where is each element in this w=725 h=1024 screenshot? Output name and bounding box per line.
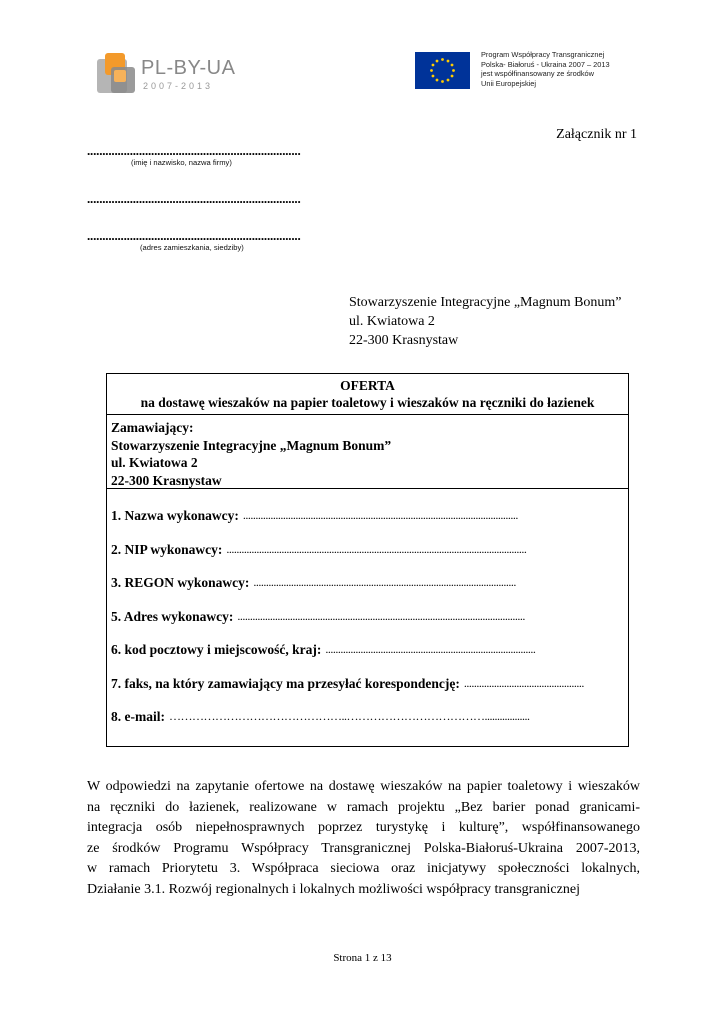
recipient-line: 22-300 Krasnystaw: [349, 333, 459, 348]
field-email[interactable]: [111, 709, 625, 725]
field-address[interactable]: [111, 609, 625, 625]
eu-text-line: jest współfinansowany ze środków: [481, 69, 594, 78]
body-line: na ręczniki do łazienek, realizowane w ramach projektu „Bez barier ponad granicami-: [87, 799, 640, 815]
eu-star-icon: [441, 58, 444, 61]
recipient-line: Stowarzyszenie Integracyjne „Magnum Bonum”: [349, 295, 622, 310]
field-regon[interactable]: [111, 575, 625, 591]
client-city: 22-300 Krasnystaw: [111, 472, 222, 488]
field-label: 5. Adres wykonawcy:: [111, 609, 234, 624]
body-line: Działanie 3.1. Rozwój regionalnych i lokalnych możliwości współpracy transgranicznej: [87, 881, 580, 897]
logo-mark-icon: [97, 53, 137, 95]
field-dots: ..............................................................................................................: [242, 508, 518, 522]
eu-star-icon: [451, 75, 454, 78]
recipient-line: ul. Kwiatowa 2: [349, 314, 435, 329]
eu-text-line: Program Współpracy Transgranicznej: [481, 50, 605, 59]
eu-star-icon: [447, 60, 450, 63]
offer-subtitle: na dostawę wieszaków na papier toaletowy i wieszaków na ręczniki do łazienek: [140, 395, 595, 410]
sender-name-line: ......................................................................: [87, 143, 301, 158]
eu-text-line: Polska- Białoruś - Ukraina 2007 – 2013: [481, 59, 610, 69]
field-fax[interactable]: [111, 676, 625, 692]
logo-years: 2007-2013: [143, 81, 214, 91]
offer-title: OFERTA: [340, 378, 395, 393]
eu-star-icon: [436, 79, 439, 82]
field-dots: ...................................................................................................................: [237, 609, 525, 623]
field-label: 3. REGON wykonawcy:: [111, 575, 250, 590]
body-line: integracja osób niepełnosprawnych poprzez turystykę i kulturę”, współfinansowanego: [87, 820, 640, 835]
client-name: Stowarzyszenie Integracyjne „Magnum Bonum”: [111, 437, 392, 453]
field-contractor-name[interactable]: [111, 508, 625, 524]
offer-form: [106, 373, 629, 747]
field-nip[interactable]: [111, 542, 625, 558]
body-line: ze środków Programu Współpracy Transgranicznej Polska-Białoruś-Ukraina 2007-2013,: [87, 840, 640, 856]
field-dots: ........................................................................................................................: [226, 542, 527, 556]
eu-star-icon: [451, 64, 454, 67]
field-dots: ………………………………………..………………………………..................: [168, 709, 530, 723]
sender-address-line: ......................................................................: [87, 228, 301, 243]
eu-flag-icon: [415, 52, 470, 89]
eu-star-icon: [432, 64, 435, 67]
body-line: w ramach Priorytetu 3. Współpraca sieciowa oraz inicjatywy społeczności lokalnych,: [87, 861, 640, 876]
program-logo: [97, 53, 247, 97]
sender-name-caption: (imię i nazwisko, nazwa firmy): [131, 158, 232, 167]
logo-name: PL-BY-UA: [141, 57, 236, 79]
field-dots: ................................................: [463, 676, 584, 690]
sender-extra-line: ......................................................................: [87, 191, 301, 206]
field-label: 8. e-mail:: [111, 709, 165, 724]
field-postal-city-country[interactable]: [111, 642, 625, 658]
client-section: [107, 415, 628, 489]
client-label: Zamawiający:: [111, 420, 194, 435]
eu-star-icon: [436, 60, 439, 63]
eu-funding-note: [481, 50, 610, 88]
client-street: ul. Kwiatowa 2: [111, 455, 198, 470]
eu-star-icon: [452, 69, 455, 72]
eu-star-icon: [447, 79, 450, 82]
field-label: 1. Nazwa wykonawcy:: [111, 508, 239, 523]
eu-star-icon: [441, 80, 444, 83]
field-label: 2. NIP wykonawcy:: [111, 542, 223, 557]
offer-header: [107, 374, 628, 415]
appendix-label: Załącznik nr 1: [556, 127, 637, 142]
recipient-address: [349, 293, 622, 350]
body-paragraph: [87, 777, 640, 900]
sender-address-caption: (adres zamieszkania, siedziby): [140, 243, 244, 252]
eu-star-icon: [430, 69, 433, 72]
field-dots: ....................................................................................: [325, 642, 536, 656]
eu-text-line: Unii Europejskiej: [481, 78, 537, 88]
field-dots: .........................................................................................................: [253, 575, 516, 589]
field-label: 7. faks, na który zamawiający ma przesyłać korespondencję:: [111, 676, 460, 691]
body-line: W odpowiedzi na zapytanie ofertowe na dostawę wieszaków na papier toaletowy i wieszaków: [87, 779, 640, 794]
field-label: 6. kod pocztowy i miejscowość, kraj:: [111, 642, 322, 657]
page-number: Strona 1 z 13: [333, 952, 392, 964]
eu-star-icon: [432, 75, 435, 78]
